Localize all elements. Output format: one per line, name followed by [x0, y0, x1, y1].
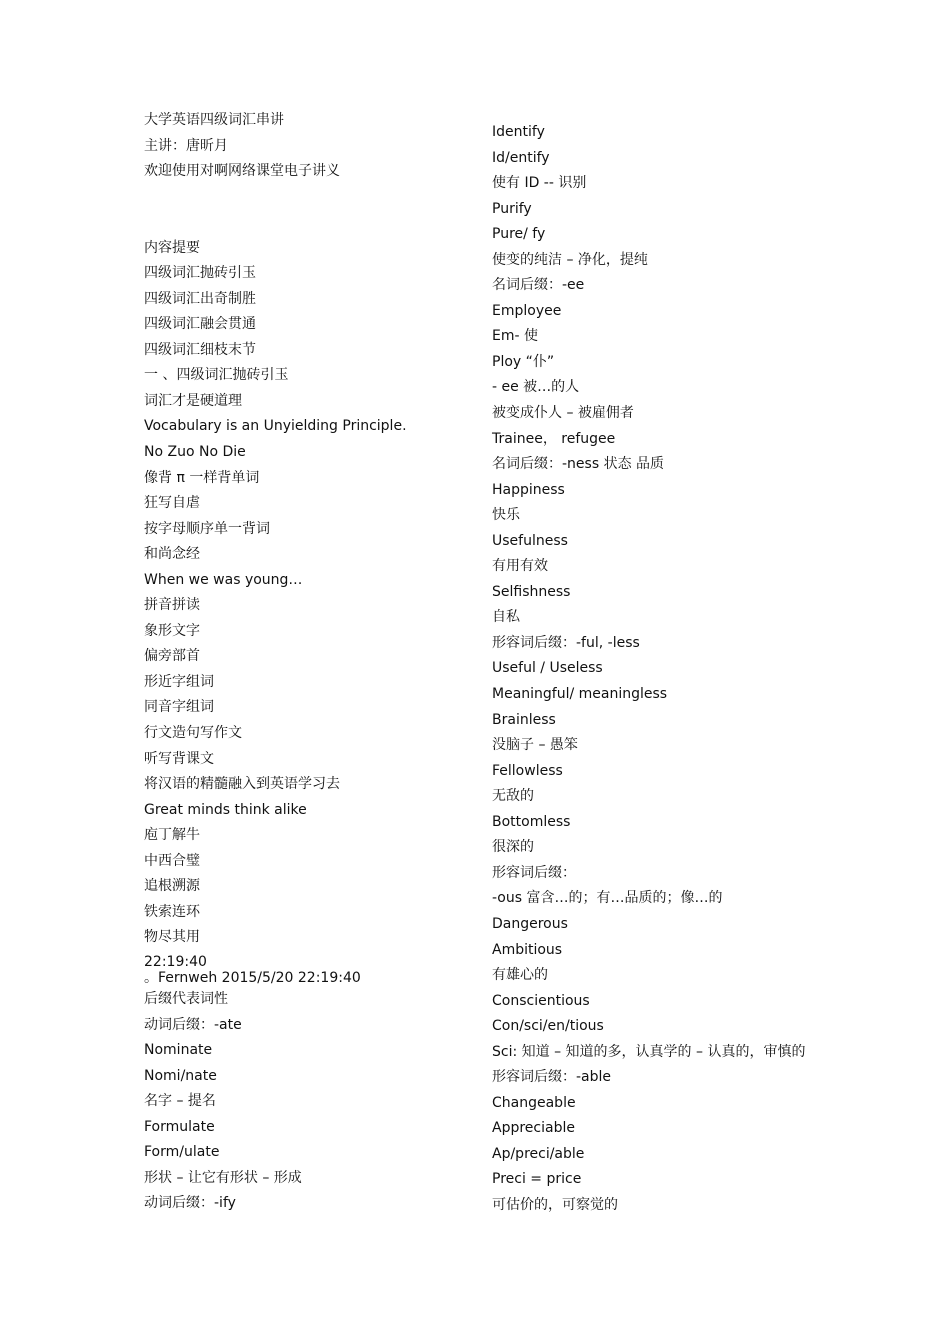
timestamp-block — [144, 953, 464, 987]
text-line: Usefulness — [492, 532, 568, 549]
text-line: 形容词后缀： — [492, 864, 576, 881]
text-line: 被变成仆人 – 被雇佣者 — [492, 405, 634, 422]
text-line: 自私 — [492, 609, 520, 626]
spacer — [144, 185, 464, 236]
lecturer: 主讲：唐昕月 — [144, 137, 228, 154]
text-line: 四级词汇细枝末节 — [144, 341, 256, 358]
text-line: 拼音拼读 — [144, 597, 200, 614]
text-line: 可估价的，可察觉的 — [492, 1196, 618, 1213]
contents-list — [144, 236, 464, 951]
text-line: 物尽其用 — [144, 929, 200, 946]
text-line: 名词后缀：-ness 状态 品质 — [492, 456, 665, 473]
text-line: Sci: 知道 – 知道的多，认真学的 – 认真的，审慎的 — [492, 1043, 806, 1060]
text-line: 偏旁部首 — [144, 648, 200, 665]
text-line: Great minds think alike — [144, 801, 307, 818]
text-line: 行文造句写作文 — [144, 725, 242, 742]
text-line: 动词后缀：-ify — [144, 1195, 236, 1212]
text-line: Id/entify — [492, 149, 550, 166]
text-line: Em- 使 — [492, 328, 538, 345]
text-line: Purify — [492, 200, 532, 217]
suffix-notes — [144, 987, 464, 1217]
welcome-note: 欢迎使用对啊网络课堂电子讲义 — [144, 163, 340, 180]
text-line: Appreciable — [492, 1120, 575, 1137]
text-line: 按字母顺序单一背词 — [144, 520, 270, 537]
text-line: Nomi/nate — [144, 1067, 217, 1084]
text-line: 追根溯源 — [144, 878, 200, 895]
text-line: Happiness — [492, 481, 565, 498]
timestamp: 22:19:40 — [144, 953, 207, 970]
text-line: Pure/ fy — [492, 226, 546, 243]
text-line: 很深的 — [492, 839, 534, 856]
text-line: 没脑子 – 愚笨 — [492, 737, 578, 754]
text-line: 名词后缀：-ee — [492, 277, 585, 294]
text-line: Dangerous — [492, 915, 568, 932]
text-line: Ploy “仆” — [492, 353, 555, 370]
text-line: -ous 富含…的；有…品质的；像…的 — [492, 890, 723, 907]
text-line: Trainee， refugee — [492, 430, 616, 447]
text-line: Ambitious — [492, 941, 563, 958]
text-line: Fellowless — [492, 762, 563, 779]
text-line: 象形文字 — [144, 622, 200, 639]
author-timestamp: 。Fernweh 2015/5/20 22:19:40 — [144, 969, 361, 986]
text-line: 快乐 — [492, 507, 520, 524]
text-line: 无敌的 — [492, 788, 534, 805]
text-line: 形状 – 让它有形状 – 形成 — [144, 1169, 302, 1186]
text-line: When we was young… — [144, 571, 303, 588]
text-line: 词汇才是硬道理 — [144, 392, 242, 409]
text-line: 名字 – 提名 — [144, 1093, 216, 1110]
text-line: Meaningful/ meaningless — [492, 686, 668, 703]
text-line: 四级词汇抛砖引玉 — [144, 265, 256, 282]
text-line: Vocabulary is an Unyielding Principle. — [144, 418, 407, 435]
lecture-title: 大学英语四级词汇串讲 — [144, 112, 284, 128]
text-line: 使有 ID -- 识别 — [492, 175, 587, 192]
section-heading: 一 、四级词汇抛砖引玉 — [144, 367, 289, 384]
text-line: Brainless — [492, 711, 556, 728]
text-line: Selfishness — [492, 583, 571, 600]
text-line: No Zuo No Die — [144, 444, 246, 461]
text-line: Formulate — [144, 1118, 215, 1135]
text-line: 有用有效 — [492, 558, 548, 575]
text-line: 将汉语的精髓融入到英语学习去 — [144, 776, 340, 793]
left-column — [144, 108, 464, 1217]
text-line: 形容词后缀：-ful, -less — [492, 634, 640, 651]
text-line: 有雄心的 — [492, 967, 548, 984]
text-line: Identify — [492, 124, 545, 140]
text-line: 后缀代表词性 — [144, 990, 228, 1007]
text-line: Nominate — [144, 1042, 213, 1059]
text-line: 和尚念经 — [144, 546, 200, 563]
text-line: Changeable — [492, 1094, 576, 1111]
text-line: - ee 被…的人 — [492, 379, 580, 396]
text-line: Form/ulate — [144, 1144, 220, 1161]
text-line: 听写背课文 — [144, 750, 214, 767]
text-line: 中西合璧 — [144, 852, 200, 869]
text-line: Useful / Useless — [492, 660, 603, 677]
text-line: Preci = price — [492, 1171, 582, 1188]
text-line: Bottomless — [492, 813, 571, 830]
right-column — [492, 120, 832, 1219]
text-line: Con/sci/en/tious — [492, 1018, 604, 1035]
text-line: 庖丁解牛 — [144, 827, 200, 844]
lecture-header — [144, 108, 464, 185]
text-line: 形近字组词 — [144, 673, 214, 690]
text-line: 狂写自虐 — [144, 495, 200, 512]
text-line: Employee — [492, 302, 562, 319]
text-line: 内容提要 — [144, 239, 200, 256]
text-line: 形容词后缀：-able — [492, 1069, 612, 1086]
text-line: 四级词汇融会贯通 — [144, 316, 256, 333]
text-line: Ap/preci/able — [492, 1145, 585, 1162]
text-line: 像背 π 一样背单词 — [144, 469, 260, 486]
text-line: 四级词汇出奇制胜 — [144, 290, 256, 307]
text-line: 同音字组词 — [144, 699, 214, 716]
text-line: 铁索连环 — [144, 903, 200, 920]
text-line: 动词后缀：-ate — [144, 1016, 242, 1033]
text-line: 使变的纯洁 – 净化，提纯 — [492, 251, 648, 268]
text-line: Conscientious — [492, 992, 590, 1009]
